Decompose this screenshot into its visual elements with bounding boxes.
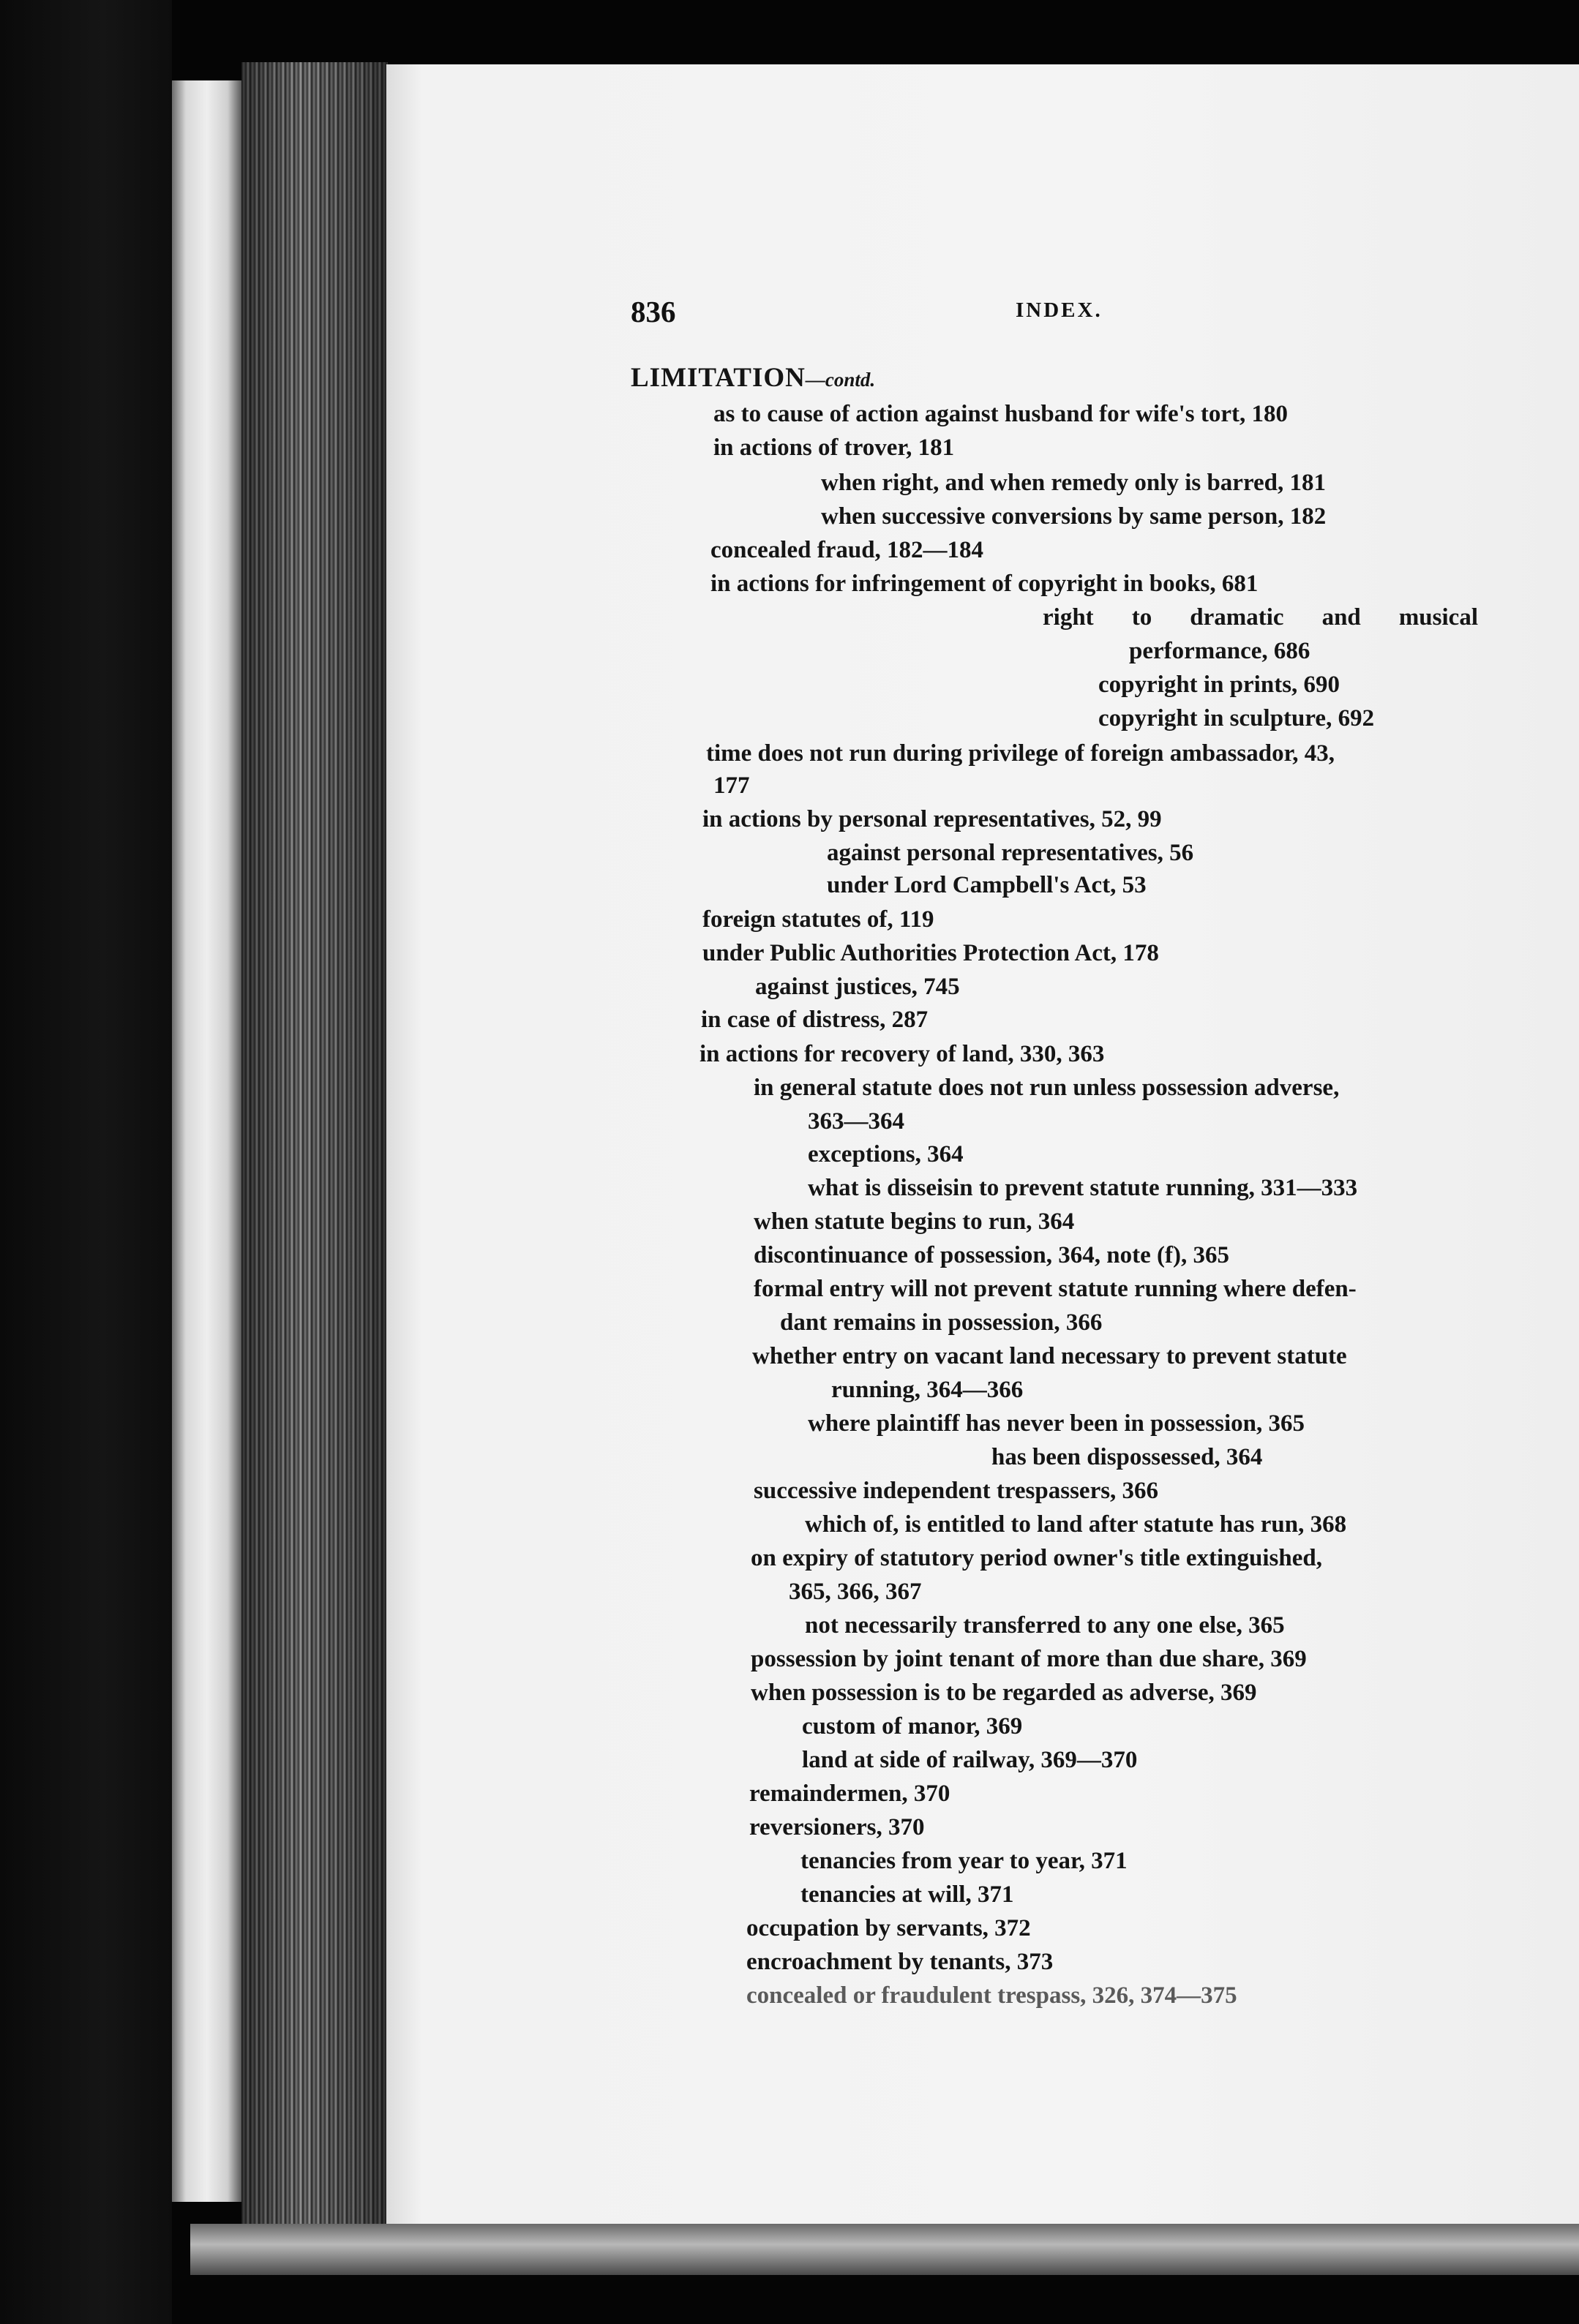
heading-term: LIMITATION bbox=[631, 363, 806, 393]
page-header: INDEX. bbox=[1016, 298, 1103, 322]
justified-word: and bbox=[1321, 604, 1361, 631]
index-line: in case of distress, 287 bbox=[701, 1007, 929, 1033]
index-line: remaindermen, 370 bbox=[749, 1780, 950, 1807]
index-line: encroachment by tenants, 373 bbox=[746, 1949, 1054, 1975]
index-line: in actions for infringement of copyright in books, 681 bbox=[710, 571, 1259, 597]
index-line: on expiry of statutory period owner's title extinguished, bbox=[751, 1545, 1322, 1571]
index-line: custom of manor, 369 bbox=[802, 1713, 1023, 1740]
index-line: discontinuance of possession, 364, note (f), 365 bbox=[754, 1242, 1229, 1268]
index-line: in actions for recovery of land, 330, 363 bbox=[700, 1041, 1105, 1067]
index-line bbox=[1043, 603, 1478, 632]
index-line: successive independent trespassers, 366 bbox=[754, 1478, 1159, 1504]
index-line: against justices, 745 bbox=[755, 974, 960, 1000]
index-line: tenancies at will, 371 bbox=[800, 1881, 1014, 1908]
index-line: possession by joint tenant of more than due share, 369 bbox=[751, 1646, 1307, 1672]
index-line: under Lord Campbell's Act, 53 bbox=[827, 872, 1147, 898]
index-line: has been dispossessed, 364 bbox=[991, 1444, 1263, 1470]
index-line: in general statute does not run unless possession adverse, bbox=[754, 1075, 1340, 1101]
index-line: what is disseisin to prevent statute running, 331—333 bbox=[808, 1175, 1358, 1201]
index-line: dant remains in possession, 366 bbox=[780, 1309, 1103, 1336]
index-line: performance, 686 bbox=[1129, 638, 1310, 664]
index-line: not necessarily transferred to any one else, 365 bbox=[805, 1612, 1285, 1639]
justified-word: dramatic bbox=[1190, 604, 1284, 631]
index-line: tenancies from year to year, 371 bbox=[800, 1848, 1128, 1874]
index-line: which of, is entitled to land after statute has run, 368 bbox=[805, 1511, 1347, 1538]
index-line: concealed fraud, 182—184 bbox=[710, 537, 984, 563]
index-line: when successive conversions by same person, 182 bbox=[821, 503, 1327, 530]
index-line: running, 364—366 bbox=[831, 1377, 1024, 1403]
index-line: 365, 366, 367 bbox=[789, 1579, 922, 1605]
index-line: 177 bbox=[713, 772, 750, 799]
index-line: formal entry will not prevent statute running where defen- bbox=[754, 1276, 1357, 1302]
index-line: foreign statutes of, 119 bbox=[702, 906, 934, 933]
heading-continued: —contd. bbox=[805, 369, 876, 391]
index-line: copyright in sculpture, 692 bbox=[1098, 705, 1375, 732]
index-line: concealed or fraudulent trespass, 326, 374—375 bbox=[746, 1982, 1237, 2009]
index-line: 363—364 bbox=[808, 1108, 904, 1135]
index-line: land at side of railway, 369—370 bbox=[802, 1747, 1138, 1773]
index-line: in actions of trover, 181 bbox=[713, 435, 955, 461]
index-line: when statute begins to run, 364 bbox=[754, 1208, 1075, 1235]
index-line: where plaintiff has never been in possession, 365 bbox=[808, 1410, 1305, 1437]
index-line: occupation by servants, 372 bbox=[746, 1915, 1031, 1941]
index-line: when right, and when remedy only is barred, 181 bbox=[821, 470, 1327, 496]
justified-word: musical bbox=[1398, 604, 1478, 631]
index-line: against personal representatives, 56 bbox=[827, 840, 1194, 866]
index-line: when possession is to be regarded as adverse, 369 bbox=[751, 1680, 1257, 1706]
index-line: time does not run during privilege of foreign ambassador, 43, bbox=[706, 740, 1335, 767]
justified-word: right bbox=[1043, 604, 1094, 631]
index-line: whether entry on vacant land necessary to prevent statute bbox=[752, 1343, 1347, 1369]
index-line: copyright in prints, 690 bbox=[1098, 672, 1340, 698]
justified-word: to bbox=[1131, 604, 1152, 631]
index-heading bbox=[631, 364, 875, 394]
index-line: exceptions, 364 bbox=[808, 1141, 964, 1167]
index-line: under Public Authorities Protection Act, 178 bbox=[702, 940, 1159, 966]
index-line: reversioners, 370 bbox=[749, 1814, 925, 1840]
index-line: as to cause of action against husband for wife's tort, 180 bbox=[713, 401, 1288, 427]
page-number: 836 bbox=[631, 295, 676, 328]
index-line: in actions by personal representatives, 52, 99 bbox=[702, 806, 1162, 832]
